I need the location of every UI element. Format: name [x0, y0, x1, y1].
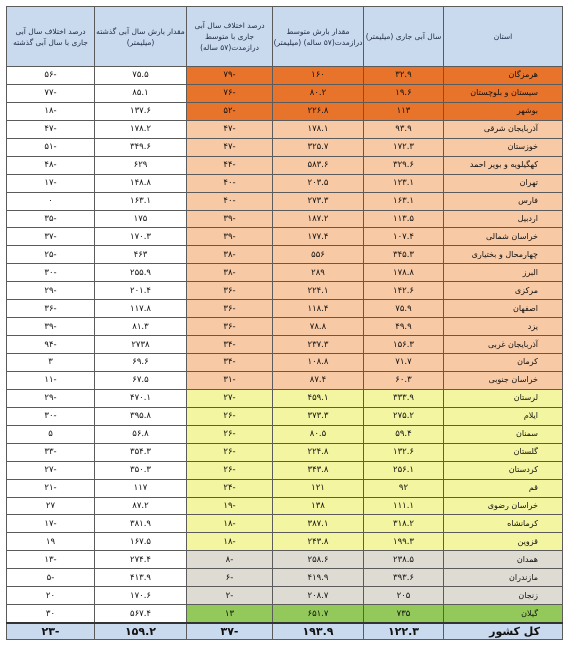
current-year-cell: ۷۵.۹	[364, 300, 444, 318]
province-cell: بوشهر	[444, 102, 563, 120]
table-row	[7, 228, 563, 246]
last-year-cell: ۶۲۹	[95, 156, 187, 174]
last-year-cell: ۲۰۱.۴	[95, 282, 187, 300]
header-pct-diff-long-term: درصد اختلاف سال آبی جاری با متوسط درازمدت(۵۷ ساله)	[187, 7, 273, 67]
last-year-cell: ۳۵۰.۳	[95, 461, 187, 479]
province-cell: آذربایجان غربی	[444, 336, 563, 354]
long-term-average-cell: ۱۱۸.۴	[273, 300, 364, 318]
current-year-cell: ۱۰۷.۴	[364, 228, 444, 246]
province-cell: مرکزی	[444, 282, 563, 300]
diff-last-year-cell: -۲۹	[7, 389, 95, 407]
current-year-cell: ۳۱۸.۲	[364, 515, 444, 533]
table-row	[7, 318, 563, 336]
diff-last-year-cell: -۱۳	[7, 551, 95, 569]
last-year-cell: ۴۷۰.۱	[95, 389, 187, 407]
diff-average-cell: -۳۶	[187, 282, 273, 300]
long-term-average-cell: ۴۵۹.۱	[273, 389, 364, 407]
table-row	[7, 551, 563, 569]
last-year-cell: ۳۴۹.۶	[95, 138, 187, 156]
table-row	[7, 587, 563, 605]
diff-average-cell: -۱۹	[187, 497, 273, 515]
table-row	[7, 282, 563, 300]
total-diff-average: -۳۷	[187, 623, 273, 640]
current-year-cell: ۲۵۶.۱	[364, 461, 444, 479]
current-year-cell: ۱۱۳.۵	[364, 210, 444, 228]
diff-last-year-cell: -۱۷	[7, 174, 95, 192]
diff-average-cell: -۲۶	[187, 407, 273, 425]
diff-last-year-cell: -۱۸	[7, 102, 95, 120]
rainfall-table	[6, 6, 563, 640]
last-year-cell: ۵۶۷.۴	[95, 605, 187, 623]
last-year-cell: ۶۹.۶	[95, 354, 187, 372]
table-row	[7, 138, 563, 156]
diff-average-cell: -۳۶	[187, 318, 273, 336]
long-term-average-cell: ۸۰.۵	[273, 425, 364, 443]
diff-average-cell: -۴۴	[187, 156, 273, 174]
province-cell: گیلان	[444, 605, 563, 623]
table-row	[7, 407, 563, 425]
total-row	[7, 623, 563, 640]
last-year-cell: ۴۱۳.۹	[95, 569, 187, 587]
last-year-cell: ۲۷۴.۴	[95, 551, 187, 569]
current-year-cell: ۱۲۳.۱	[364, 174, 444, 192]
last-year-cell: ۱۶۳.۱	[95, 192, 187, 210]
table-row	[7, 389, 563, 407]
diff-last-year-cell: -۱۷	[7, 515, 95, 533]
current-year-cell: ۱۴۲.۶	[364, 282, 444, 300]
diff-average-cell: -۲۷	[187, 389, 273, 407]
diff-average-cell: -۳۴	[187, 336, 273, 354]
long-term-average-cell: ۸۷.۴	[273, 371, 364, 389]
last-year-cell: ۷۵.۵	[95, 67, 187, 85]
diff-average-cell: -۴۷	[187, 120, 273, 138]
diff-last-year-cell: ۳	[7, 354, 95, 372]
table-row	[7, 174, 563, 192]
current-year-cell: ۷۱.۷	[364, 354, 444, 372]
table-row	[7, 479, 563, 497]
diff-last-year-cell: ۲۰	[7, 587, 95, 605]
diff-last-year-cell: -۴۷	[7, 120, 95, 138]
table-row	[7, 67, 563, 85]
table-row	[7, 300, 563, 318]
diff-last-year-cell: -۲۵	[7, 246, 95, 264]
diff-last-year-cell: ۵	[7, 425, 95, 443]
table-body	[7, 67, 563, 624]
table-row	[7, 336, 563, 354]
last-year-cell: ۵۶.۸	[95, 425, 187, 443]
diff-average-cell: -۱۸	[187, 515, 273, 533]
header-last-year-rain: مقدار بارش سال آبی گذشته (میلیمتر)	[95, 7, 187, 67]
last-year-cell: ۱۷۵	[95, 210, 187, 228]
last-year-cell: ۱۱۷	[95, 479, 187, 497]
diff-last-year-cell: -۵	[7, 569, 95, 587]
last-year-cell: ۱۶۷.۵	[95, 533, 187, 551]
last-year-cell: ۸۱.۳	[95, 318, 187, 336]
long-term-average-cell: ۲۲۶.۸	[273, 102, 364, 120]
last-year-cell: ۳۵۴.۳	[95, 443, 187, 461]
diff-last-year-cell: -۷۷	[7, 84, 95, 102]
diff-average-cell: -۴۷	[187, 138, 273, 156]
rainfall-table-container	[6, 6, 562, 640]
diff-last-year-cell: -۲۷	[7, 461, 95, 479]
long-term-average-cell: ۵۸۳.۶	[273, 156, 364, 174]
diff-last-year-cell: -۱۱	[7, 371, 95, 389]
table-row	[7, 210, 563, 228]
header-row	[7, 7, 563, 67]
diff-average-cell: ۱۳	[187, 605, 273, 623]
diff-average-cell: -۳۱	[187, 371, 273, 389]
diff-average-cell: -۳۶	[187, 300, 273, 318]
current-year-cell: ۲۳۸.۵	[364, 551, 444, 569]
province-cell: چهارمحال و بختیاری	[444, 246, 563, 264]
current-year-cell: ۱۱۳	[364, 102, 444, 120]
total-current: ۱۲۲.۳	[364, 623, 444, 640]
long-term-average-cell: ۲۰۸.۷	[273, 587, 364, 605]
long-term-average-cell: ۲۲۴.۸	[273, 443, 364, 461]
current-year-cell: ۱۶۳.۱	[364, 192, 444, 210]
long-term-average-cell: ۱۰۸.۸	[273, 354, 364, 372]
table-row	[7, 605, 563, 623]
current-year-cell: ۲۷۵.۲	[364, 407, 444, 425]
diff-last-year-cell: -۳۹	[7, 318, 95, 336]
diff-last-year-cell: -۲۹	[7, 282, 95, 300]
province-cell: همدان	[444, 551, 563, 569]
current-year-cell: ۹۲	[364, 479, 444, 497]
diff-average-cell: -۳۹	[187, 228, 273, 246]
header-province: استان	[444, 7, 563, 67]
province-cell: قم	[444, 479, 563, 497]
table-row	[7, 120, 563, 138]
current-year-cell: ۱۵۶.۳	[364, 336, 444, 354]
last-year-cell: ۸۷.۲	[95, 497, 187, 515]
diff-last-year-cell: -۳۰	[7, 407, 95, 425]
diff-average-cell: -۲۶	[187, 425, 273, 443]
province-cell: کردستان	[444, 461, 563, 479]
header-current-year-rain: سال آبی جاری (میلیمتر)	[364, 7, 444, 67]
long-term-average-cell: ۲۰۳.۵	[273, 174, 364, 192]
diff-average-cell: -۲۶	[187, 461, 273, 479]
last-year-cell: ۶۷.۵	[95, 371, 187, 389]
last-year-cell: ۱۴۸.۸	[95, 174, 187, 192]
diff-average-cell: -۳۴	[187, 354, 273, 372]
total-average: ۱۹۳.۹	[273, 623, 364, 640]
last-year-cell: ۱۷۰.۳	[95, 228, 187, 246]
diff-average-cell: -۸	[187, 551, 273, 569]
province-cell: خوزستان	[444, 138, 563, 156]
long-term-average-cell: ۸۰.۲	[273, 84, 364, 102]
last-year-cell: ۱۱۷.۸	[95, 300, 187, 318]
table-row	[7, 371, 563, 389]
province-cell: کرمان	[444, 354, 563, 372]
diff-average-cell: -۲	[187, 587, 273, 605]
current-year-cell: ۵۹.۴	[364, 425, 444, 443]
last-year-cell: ۱۳۷.۶	[95, 102, 187, 120]
total-last-year: ۱۵۹.۲	[95, 623, 187, 640]
last-year-cell: ۸۵.۱	[95, 84, 187, 102]
diff-last-year-cell: -۴۸	[7, 156, 95, 174]
province-cell: قزوین	[444, 533, 563, 551]
diff-average-cell: -۴۰	[187, 174, 273, 192]
table-row	[7, 246, 563, 264]
province-cell: یزد	[444, 318, 563, 336]
current-year-cell: ۳۹۳.۶	[364, 569, 444, 587]
province-cell: خراسان رضوی	[444, 497, 563, 515]
table-row	[7, 497, 563, 515]
table-row	[7, 425, 563, 443]
header-long-term-average: مقدار بارش متوسط درازمدت(۵۷ ساله) (میلیمتر)	[273, 7, 364, 67]
long-term-average-cell: ۳۲۵.۷	[273, 138, 364, 156]
diff-average-cell: -۳۸	[187, 246, 273, 264]
province-cell: هرمزگان	[444, 67, 563, 85]
last-year-cell: ۳۹۵.۸	[95, 407, 187, 425]
table-row	[7, 156, 563, 174]
diff-last-year-cell: -۵۶	[7, 67, 95, 85]
current-year-cell: ۱۳۲.۶	[364, 443, 444, 461]
current-year-cell: ۱۷۸.۸	[364, 264, 444, 282]
table-row	[7, 533, 563, 551]
province-cell: کرمانشاه	[444, 515, 563, 533]
current-year-cell: ۷۳۵	[364, 605, 444, 623]
diff-average-cell: -۲۶	[187, 443, 273, 461]
diff-average-cell: -۷۶	[187, 84, 273, 102]
long-term-average-cell: ۳۸۷.۱	[273, 515, 364, 533]
last-year-cell: ۲۵۵.۹	[95, 264, 187, 282]
current-year-cell: ۱۷۲.۳	[364, 138, 444, 156]
diff-last-year-cell: ۱۹	[7, 533, 95, 551]
province-cell: ایلام	[444, 407, 563, 425]
long-term-average-cell: ۱۸۷.۲	[273, 210, 364, 228]
province-cell: اصفهان	[444, 300, 563, 318]
diff-last-year-cell: -۹۴	[7, 336, 95, 354]
long-term-average-cell: ۱۷۸.۱	[273, 120, 364, 138]
diff-average-cell: -۱۸	[187, 533, 273, 551]
table-row	[7, 443, 563, 461]
long-term-average-cell: ۳۴۳.۸	[273, 461, 364, 479]
current-year-cell: ۶۰.۳	[364, 371, 444, 389]
diff-last-year-cell: ۲۷	[7, 497, 95, 515]
last-year-cell: ۱۷۸.۲	[95, 120, 187, 138]
province-cell: کهگیلویه و بویر احمد	[444, 156, 563, 174]
province-cell: سیستان و بلوچستان	[444, 84, 563, 102]
province-cell: فارس	[444, 192, 563, 210]
province-cell: اردبیل	[444, 210, 563, 228]
province-cell: آذربایجان شرقی	[444, 120, 563, 138]
long-term-average-cell: ۲۵۸.۶	[273, 551, 364, 569]
table-row	[7, 102, 563, 120]
long-term-average-cell: ۱۳۸	[273, 497, 364, 515]
current-year-cell: ۱۱۱.۱	[364, 497, 444, 515]
diff-last-year-cell: ۰	[7, 192, 95, 210]
diff-average-cell: -۳۸	[187, 264, 273, 282]
table-row	[7, 569, 563, 587]
total-label: کل کشور	[444, 623, 563, 640]
current-year-cell: ۴۹.۹	[364, 318, 444, 336]
last-year-cell: ۱۷۰.۶	[95, 587, 187, 605]
current-year-cell: ۱۹۹.۳	[364, 533, 444, 551]
long-term-average-cell: ۲۴۳.۸	[273, 533, 364, 551]
current-year-cell: ۳۴۵.۳	[364, 246, 444, 264]
table-row	[7, 354, 563, 372]
long-term-average-cell: ۶۵۱.۷	[273, 605, 364, 623]
diff-last-year-cell: ۳۰	[7, 605, 95, 623]
diff-last-year-cell: -۳۶	[7, 300, 95, 318]
province-cell: زنجان	[444, 587, 563, 605]
current-year-cell: ۳۲۹.۶	[364, 156, 444, 174]
diff-last-year-cell: -۲۱	[7, 479, 95, 497]
last-year-cell: ۲۷۳۸	[95, 336, 187, 354]
province-cell: سمنان	[444, 425, 563, 443]
long-term-average-cell: ۵۵۶	[273, 246, 364, 264]
province-cell: مازندران	[444, 569, 563, 587]
long-term-average-cell: ۲۲۴.۱	[273, 282, 364, 300]
table-row	[7, 84, 563, 102]
long-term-average-cell: ۲۷۳.۳	[273, 192, 364, 210]
current-year-cell: ۳۲.۹	[364, 67, 444, 85]
diff-average-cell: -۶	[187, 569, 273, 587]
province-cell: خراسان شمالی	[444, 228, 563, 246]
table-row	[7, 515, 563, 533]
diff-average-cell: -۲۴	[187, 479, 273, 497]
diff-average-cell: -۷۹	[187, 67, 273, 85]
province-cell: تهران	[444, 174, 563, 192]
long-term-average-cell: ۳۷۳.۳	[273, 407, 364, 425]
diff-last-year-cell: -۳۳	[7, 443, 95, 461]
long-term-average-cell: ۱۲۱	[273, 479, 364, 497]
long-term-average-cell: ۷۸.۸	[273, 318, 364, 336]
current-year-cell: ۱۹.۶	[364, 84, 444, 102]
diff-average-cell: -۳۹	[187, 210, 273, 228]
diff-last-year-cell: -۵۱	[7, 138, 95, 156]
long-term-average-cell: ۱۷۷.۴	[273, 228, 364, 246]
total-diff-last-year: -۲۳	[7, 623, 95, 640]
table-row	[7, 192, 563, 210]
long-term-average-cell: ۲۸۹	[273, 264, 364, 282]
header-pct-diff-last-year: درصد اختلاف سال آبی جاری با سال آبی گذشته	[7, 7, 95, 67]
long-term-average-cell: ۲۳۷.۳	[273, 336, 364, 354]
diff-last-year-cell: -۳۵	[7, 210, 95, 228]
diff-last-year-cell: -۳۰	[7, 264, 95, 282]
long-term-average-cell: ۱۶۰	[273, 67, 364, 85]
table-row	[7, 461, 563, 479]
table-row	[7, 264, 563, 282]
province-cell: البرز	[444, 264, 563, 282]
diff-average-cell: -۴۰	[187, 192, 273, 210]
long-term-average-cell: ۴۱۹.۹	[273, 569, 364, 587]
current-year-cell: ۳۳۳.۹	[364, 389, 444, 407]
province-cell: گلستان	[444, 443, 563, 461]
province-cell: خراسان جنوبی	[444, 371, 563, 389]
current-year-cell: ۹۳.۹	[364, 120, 444, 138]
diff-last-year-cell: -۳۷	[7, 228, 95, 246]
last-year-cell: ۳۸۱.۹	[95, 515, 187, 533]
last-year-cell: ۴۶۳	[95, 246, 187, 264]
current-year-cell: ۲۰۵	[364, 587, 444, 605]
province-cell: لرستان	[444, 389, 563, 407]
diff-average-cell: -۵۲	[187, 102, 273, 120]
